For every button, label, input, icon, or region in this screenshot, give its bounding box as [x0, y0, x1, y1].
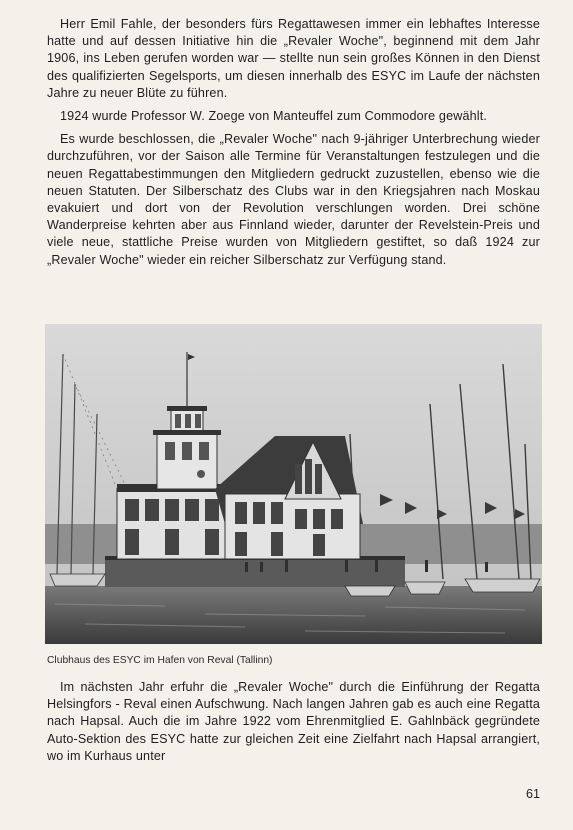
paragraph: Herr Emil Fahle, der besonders fürs Regattawesen immer ein lebhaftes Interesse hatte und auf dessen Initiative hin die „Revaler Woche", beginnend mit dem Jahr 1906, ins Leben gerufen worden war — stellte nun sein großes Können in den Dienst des qualifizierten Segelsports, um diesen innerhalb des ESYC im Laufe der nächsten Jahre zu neuer Blüte zu führen.	[47, 17, 540, 100]
body-text-bottom	[47, 679, 540, 771]
photo-caption: Clubhaus des ESYC im Hafen von Reval (Tallinn)	[47, 655, 273, 666]
paragraph: Im nächsten Jahr erfuhr die „Revaler Woche" durch die Einführung der Regatta Helsingfors - Reval einen Aufschwung. Nach langen Jahren gab es auch eine Regatta nach Hapsal. Auch die im Jahre 1922 vom Ehrenmitglied E. Gahlnbäck gegründete Auto-Sektion des ESYC hatte zur gleichen Zeit eine Zielfahrt nach Hapsal arrangiert, wo im Kurhaus unter	[47, 680, 540, 763]
clubhouse-photo	[45, 324, 542, 644]
paragraph: 1924 wurde Professor W. Zoege von Manteuffel zum Commodore gewählt.	[60, 109, 488, 124]
paragraph: Es wurde beschlossen, die „Revaler Woche" nach 9-jähriger Unterbrechung wieder durchzuführen, vor der Saison alle Termine für Veranstaltungen festzulegen und die neuen Regattabestimmungen den Mitgliedern gedruckt zuzustellen, ebenso wie die neuen Statuten. Der Silberschatz des Clubs war in den Kriegsjahren nach Moskau evakuiert und dort von der Revolution verschlungen worden. Drei schöne Wanderpreise kehrten aber aus Finnland wieder, darunter der Revelstein-Preis und viele neue, stattliche Preise wurden von Mitgliedern gestiftet, so daß 1924 zur „Revaler Woche" wieder ein reicher Silberschatz zur Verfügung stand.	[47, 132, 540, 267]
page-number: 61	[525, 787, 540, 801]
body-text-top	[47, 16, 540, 275]
